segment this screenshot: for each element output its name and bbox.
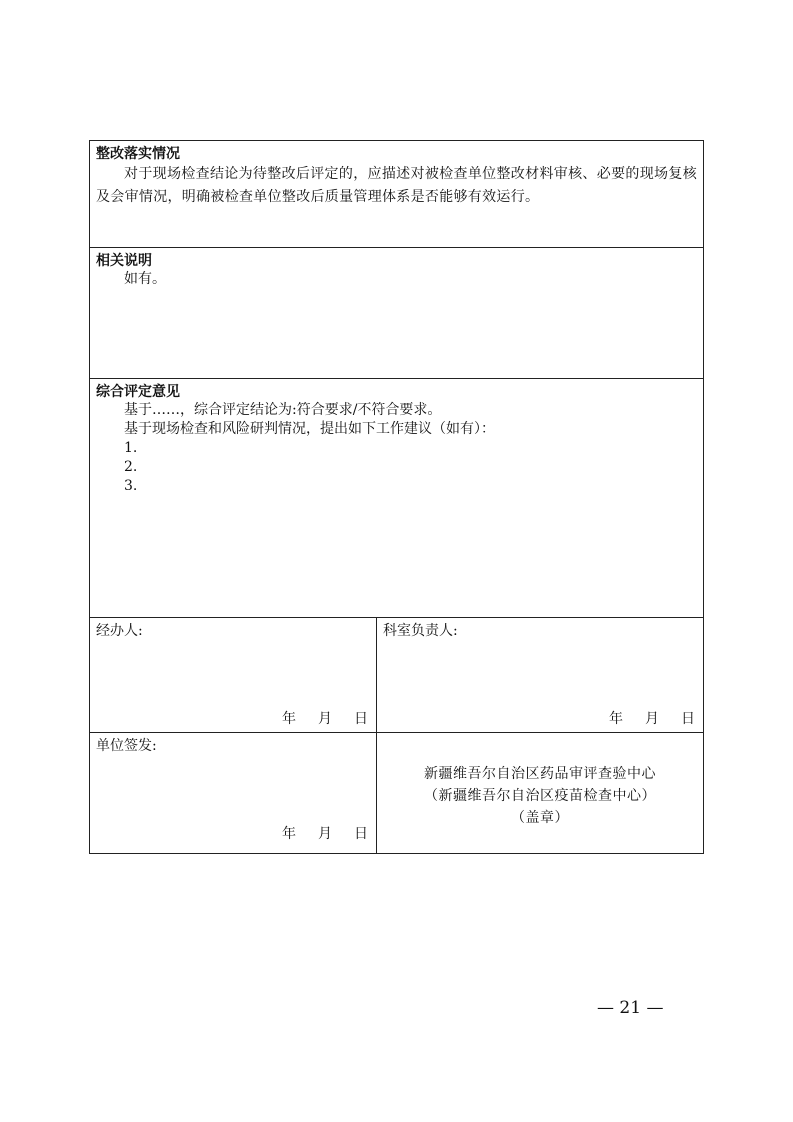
rectification-section: [90, 141, 703, 248]
overall-opinion-title: 综合评定意见: [96, 384, 180, 400]
stamp-org-alias: （新疆维吾尔自治区疫苗检查中心）: [424, 788, 656, 804]
stamp-seal-note: （盖章）: [511, 810, 569, 826]
date-day: 日: [681, 711, 695, 727]
suggestion-item: 3.: [124, 478, 138, 494]
dept-head-cell: [377, 618, 703, 732]
stamp-org-name: 新疆维吾尔自治区药品审评查验中心: [424, 766, 656, 782]
related-notes-body: 如有。: [124, 271, 166, 287]
stamp-cell: [377, 733, 703, 853]
opinion-suggestion-line: 基于现场检查和风险研判情况，提出如下工作建议（如有）：: [124, 421, 495, 437]
unit-sign-label: 单位签发:: [96, 738, 157, 754]
date-day: 日: [354, 711, 368, 727]
handler-cell: [90, 618, 377, 732]
date-day: 日: [354, 826, 368, 842]
dept-head-label: 科室负责人:: [383, 623, 458, 639]
stamp-block: [377, 763, 703, 829]
handler-label: 经办人:: [96, 623, 143, 639]
signature-row-2: [90, 733, 703, 853]
unit-sign-date: [282, 825, 368, 843]
date-month: 月: [318, 826, 332, 842]
suggestion-item: 1.: [124, 440, 138, 456]
rectification-title: 整改落实情况: [96, 146, 180, 162]
date-year: 年: [282, 826, 296, 842]
handler-date: [282, 710, 368, 728]
unit-sign-cell: [90, 733, 377, 853]
evaluation-form-table: [89, 140, 704, 854]
rectification-body: 对于现场检查结论为待整改后评定的，应描述对被检查单位整改材料审核、必要的现场复核及会审情况，明确被检查单位整改后质量管理体系是否能够有效运行。: [96, 166, 697, 205]
page-number: — 21 —: [597, 998, 664, 1018]
related-notes-title: 相关说明: [96, 253, 152, 269]
date-month: 月: [318, 711, 332, 727]
date-year: 年: [609, 711, 623, 727]
overall-opinion-section: [90, 379, 703, 618]
date-year: 年: [282, 711, 296, 727]
dept-head-date: [609, 710, 695, 728]
opinion-conclusion-line: 基于……，综合评定结论为:符合要求/不符合要求。: [124, 402, 442, 418]
date-month: 月: [645, 711, 659, 727]
suggestion-item: 2.: [124, 459, 138, 475]
signature-row-1: [90, 618, 703, 733]
related-notes-section: [90, 248, 703, 379]
